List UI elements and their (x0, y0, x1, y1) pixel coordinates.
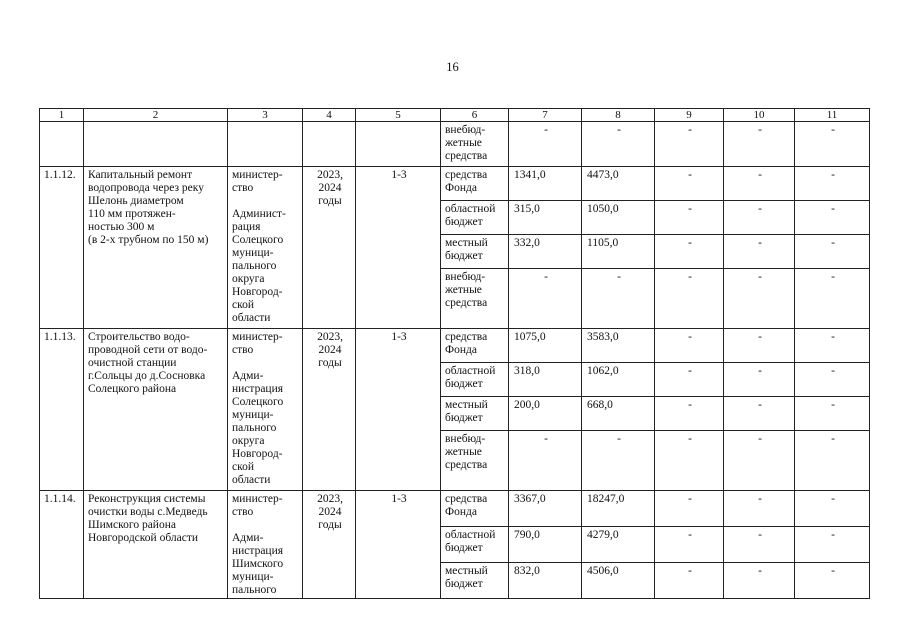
amount-cell: 18247,0 (582, 491, 655, 527)
amount-cell: 1062,0 (582, 363, 655, 397)
funding-source: местный бюджет (441, 563, 509, 599)
amount-cell: 1050,0 (582, 201, 655, 235)
amount-cell: - (509, 122, 582, 167)
implementation-years: 2023, 2024 годы (303, 491, 356, 599)
table-row (40, 167, 870, 201)
amount-cell: 315,0 (509, 201, 582, 235)
amount-cell: - (655, 527, 724, 563)
column-number: 9 (655, 109, 724, 122)
amount-cell: - (655, 122, 724, 167)
executor-ministry: министер- ство (232, 169, 283, 194)
executor (228, 491, 303, 599)
column-number: 3 (228, 109, 303, 122)
amount-cell: - (724, 122, 795, 167)
table-row (40, 122, 870, 167)
amount-cell: - (655, 563, 724, 599)
target-indicator-code: 1-3 (356, 167, 441, 329)
funding-source: внебюд- жетные средства (441, 431, 509, 491)
column-number: 6 (441, 109, 509, 122)
column-number: 7 (509, 109, 582, 122)
column-number: 2 (84, 109, 228, 122)
program-table (39, 108, 870, 599)
funding-source: внебюд- жетные средства (441, 122, 509, 167)
amount-cell: 332,0 (509, 235, 582, 269)
funding-source: средства Фонда (441, 329, 509, 363)
funding-source: местный бюджет (441, 397, 509, 431)
amount-cell: - (795, 167, 870, 201)
amount-cell: - (724, 491, 795, 527)
executor-ministry: министер- ство (232, 493, 283, 518)
item-number: 1.1.13. (40, 329, 84, 491)
amount-cell: - (655, 329, 724, 363)
amount-cell: 4279,0 (582, 527, 655, 563)
column-number: 10 (724, 109, 795, 122)
item-name: Капитальный ремонт водопровода через реку Шелонь диаметром 110 мм протяжен- ностью 300 м (в 2-х трубном по 150 м) (84, 167, 228, 329)
amount-cell: - (655, 167, 724, 201)
amount-cell: - (795, 363, 870, 397)
amount-cell: 4506,0 (582, 563, 655, 599)
item-name: Строительство водо- проводной сети от водо- очистной станции г.Сольцы до д.Сосновка Солецкого района (84, 329, 228, 491)
target-indicator-code: 1-3 (356, 491, 441, 599)
amount-cell: 668,0 (582, 397, 655, 431)
amount-cell: - (724, 201, 795, 235)
funding-source: областной бюджет (441, 527, 509, 563)
amount-cell: - (582, 269, 655, 329)
funding-source: областной бюджет (441, 201, 509, 235)
amount-cell: 200,0 (509, 397, 582, 431)
funding-source: средства Фонда (441, 167, 509, 201)
executor (228, 167, 303, 329)
amount-cell: 318,0 (509, 363, 582, 397)
amount-cell: - (795, 563, 870, 599)
amount-cell: - (655, 491, 724, 527)
amount-cell: - (655, 269, 724, 329)
amount-cell: - (795, 235, 870, 269)
amount-cell: - (795, 201, 870, 235)
column-numbers-row (40, 109, 870, 122)
implementation-years: 2023, 2024 годы (303, 329, 356, 491)
column-number: 5 (356, 109, 441, 122)
executor-ministry: министер- ство (232, 331, 283, 356)
column-number: 8 (582, 109, 655, 122)
amount-cell: 3367,0 (509, 491, 582, 527)
program-table-container (38, 107, 871, 603)
amount-cell: - (655, 235, 724, 269)
amount-cell: 1341,0 (509, 167, 582, 201)
page-number: 16 (446, 60, 459, 74)
amount-cell: - (509, 269, 582, 329)
table-row (40, 491, 870, 527)
amount-cell: - (724, 269, 795, 329)
amount-cell: - (795, 329, 870, 363)
amount-cell: - (795, 269, 870, 329)
amount-cell: - (655, 201, 724, 235)
amount-cell: - (795, 527, 870, 563)
amount-cell: - (724, 329, 795, 363)
amount-cell: - (724, 235, 795, 269)
amount-cell: 1105,0 (582, 235, 655, 269)
amount-cell: - (795, 491, 870, 527)
amount-cell: - (655, 397, 724, 431)
column-number: 4 (303, 109, 356, 122)
amount-cell: - (795, 397, 870, 431)
target-indicator-code: 1-3 (356, 329, 441, 491)
funding-source: средства Фонда (441, 491, 509, 527)
amount-cell: - (655, 431, 724, 491)
amount-cell: - (724, 363, 795, 397)
executor-administration: Адми- нистрация Шимского муници- пального (232, 532, 284, 596)
amount-cell: - (724, 397, 795, 431)
amount-cell: - (724, 431, 795, 491)
amount-cell: - (724, 527, 795, 563)
amount-cell: 790,0 (509, 527, 582, 563)
amount-cell: - (582, 122, 655, 167)
executor (228, 329, 303, 491)
funding-source: местный бюджет (441, 235, 509, 269)
amount-cell: 4473,0 (582, 167, 655, 201)
amount-cell: - (724, 563, 795, 599)
amount-cell: 3583,0 (582, 329, 655, 363)
amount-cell: - (795, 122, 870, 167)
item-name: Реконструкция системы очистки воды с.Медведь Шимского района Новгородской области (84, 491, 228, 599)
funding-source: внебюд- жетные средства (441, 269, 509, 329)
funding-source: областной бюджет (441, 363, 509, 397)
amount-cell: - (509, 431, 582, 491)
column-number: 11 (795, 109, 870, 122)
amount-cell: - (795, 431, 870, 491)
amount-cell: - (724, 167, 795, 201)
executor-administration: Админист- рация Солецкого муници- пального округа Новгород- ской области (232, 208, 286, 324)
column-number: 1 (40, 109, 84, 122)
implementation-years: 2023, 2024 годы (303, 167, 356, 329)
executor-administration: Адми- нистрация Солецкого муници- пального округа Новгород- ской области (232, 370, 284, 486)
amount-cell: - (655, 363, 724, 397)
amount-cell: - (582, 431, 655, 491)
table-row (40, 329, 870, 363)
item-number: 1.1.14. (40, 491, 84, 599)
amount-cell: 1075,0 (509, 329, 582, 363)
item-number: 1.1.12. (40, 167, 84, 329)
amount-cell: 832,0 (509, 563, 582, 599)
